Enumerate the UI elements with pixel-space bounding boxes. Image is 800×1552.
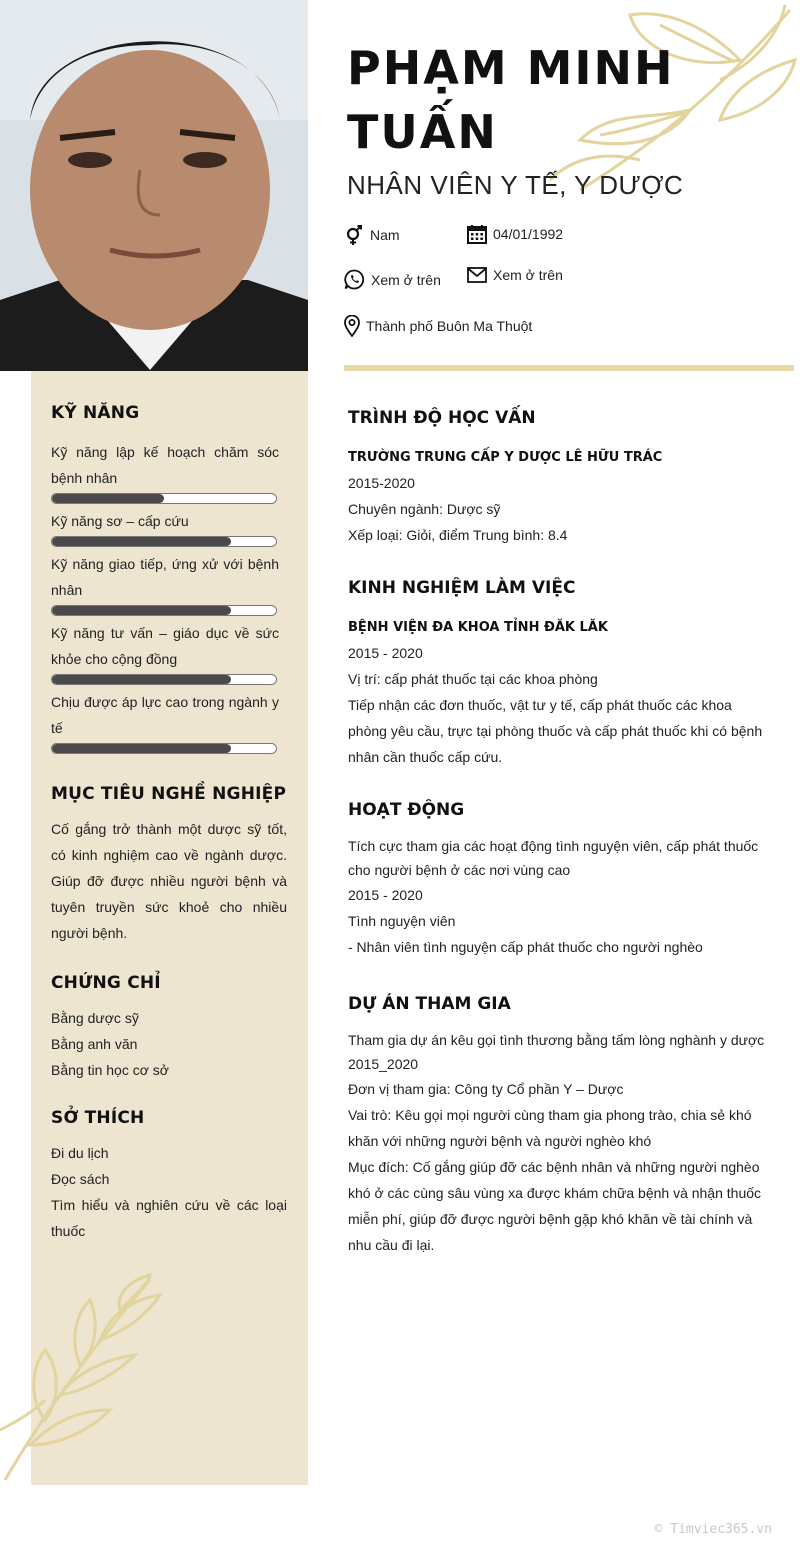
education-grade: Xếp loại: Giỏi, điểm Trung bình: 8.4 [348, 527, 568, 543]
skills-section [51, 403, 279, 758]
skill-label: Kỹ năng tư vấn – giáo dục về sức khỏe cho cộng đồng [51, 625, 279, 667]
projects-section [348, 994, 773, 1258]
name-line-1: PHẠM MINH [347, 41, 675, 95]
hobby-item: Đọc sách [51, 1171, 110, 1187]
mail-icon [467, 267, 487, 283]
education-major: Chuyên ngành: Dược sỹ [348, 501, 501, 517]
job-title: NHÂN VIÊN Y TẾ, Y DƯỢC [347, 170, 684, 200]
project-role: Vai trò: Kêu gọi mọi người cùng tham gia phong trào, chia sẻ khó khăn với những người bệnh và người nghèo khó [348, 1107, 752, 1149]
activities-summary: Tích cực tham gia các hoạt động tình nguyện viên, cấp phát thuốc cho người bệnh ở các nơi vùng cao [348, 838, 759, 878]
header-divider [344, 365, 794, 371]
leaf-decoration-icon [0, 1270, 170, 1485]
certificates-section [51, 973, 287, 1083]
skill-item [51, 689, 279, 754]
name-line-2: TUẤN [347, 105, 498, 159]
gender-info [344, 224, 400, 246]
whatsapp-icon [344, 269, 365, 290]
certificates-heading: CHỨNG CHỈ [51, 973, 161, 993]
email-value: Xem ở trên [493, 267, 563, 283]
projects-heading: DỰ ÁN THAM GIA [348, 994, 511, 1014]
education-heading: TRÌNH ĐỘ HỌC VẤN [348, 408, 536, 428]
activities-period: 2015 - 2020 [348, 887, 423, 903]
certificates-list [51, 1005, 287, 1083]
dob-value: 04/01/1992 [493, 226, 564, 242]
education-section [348, 408, 773, 548]
skills-list [51, 439, 279, 754]
skill-level-bar [51, 493, 277, 504]
calendar-icon [467, 224, 487, 244]
company-name: BỆNH VIỆN ĐA KHOA TỈNH ĐĂK LĂK [348, 620, 608, 635]
project-title: Tham gia dự án kêu gọi tình thương bằng tấm lòng nghành y dược [348, 1032, 765, 1048]
objective-section [51, 784, 287, 946]
experience-description: Tiếp nhận các đơn thuốc, vật tư y tế, cấp phát thuốc các khoa phòng yêu cầu, trực tại phòng thuốc và cấp phát thuốc khi có bệnh nhân cần thuốc cấp cứu. [348, 697, 763, 765]
skill-item [51, 439, 279, 504]
activities-role: Tình nguyện viên [348, 913, 456, 929]
skill-label: Kỹ năng lập kế hoạch chăm sóc bệnh nhân [51, 444, 279, 486]
education-period: 2015-2020 [348, 475, 415, 491]
address-value: Thành phố Buôn Ma Thuột [366, 318, 533, 334]
hobby-item: Đi du lịch [51, 1145, 109, 1161]
skill-label: Kỹ năng sơ – cấp cứu [51, 513, 189, 529]
project-org: Đơn vị tham gia: Công ty Cổ phần Y – Dược [348, 1081, 624, 1097]
experience-section [348, 578, 773, 770]
footer-watermark: © Timviec365.vn [654, 1522, 772, 1537]
gender-value: Nam [370, 227, 400, 243]
project-purpose: Mục đích: Cố gắng giúp đỡ các bệnh nhân và những người nghèo khó ở các cùng sâu vùng xa được khám chữa bệnh và nhận thuốc miễn phí, giúp đỡ được người bệnh gặp khó khăn về tài chính và nhu cầu đi lại. [348, 1159, 762, 1253]
experience-heading: KINH NGHIỆM LÀM VIỆC [348, 578, 576, 598]
skill-item [51, 620, 279, 685]
address-info [344, 315, 532, 337]
gender-icon [344, 224, 364, 246]
skill-label: Kỹ năng giao tiếp, ứng xử với bệnh nhân [51, 556, 279, 598]
hobbies-section [51, 1108, 287, 1244]
skill-level-fill [52, 744, 231, 753]
skill-level-fill [52, 537, 231, 546]
phone-value: Xem ở trên [371, 271, 441, 288]
objective-text: Cố gắng trở thành một dược sỹ tốt, có kinh nghiệm cao về ngành dược. Giúp đỡ được nhiều người bệnh và tuyên truyền sức khoẻ cho nhiều người bệnh. [51, 821, 287, 941]
skill-level-bar [51, 605, 277, 616]
skill-level-fill [52, 494, 164, 503]
project-period: 2015_2020 [348, 1056, 419, 1072]
avatar-icon [0, 0, 308, 371]
skill-level-bar [51, 743, 277, 754]
skill-level-fill [52, 675, 231, 684]
hobbies-heading: SỞ THÍCH [51, 1108, 145, 1128]
location-pin-icon [344, 315, 360, 337]
experience-position: Vị trí: cấp phát thuốc tại các khoa phòng [348, 671, 598, 687]
activities-section [348, 800, 773, 960]
skill-level-bar [51, 674, 277, 685]
skill-item [51, 508, 279, 547]
school-name: TRƯỜNG TRUNG CẤP Y DƯỢC LÊ HỮU TRÁC [348, 450, 663, 465]
skill-item [51, 551, 279, 616]
certificate-item: Bằng tin học cơ sở [51, 1062, 169, 1078]
phone-info [344, 269, 441, 290]
dob-info [467, 224, 563, 244]
skill-label: Chịu được áp lực cao trong ngành y tế [51, 694, 279, 736]
full-name [347, 36, 767, 164]
certificate-item: Bằng anh văn [51, 1036, 138, 1052]
hobby-item: Tìm hiểu và nghiên cứu về các loại thuốc [51, 1197, 287, 1239]
experience-period: 2015 - 2020 [348, 645, 423, 661]
activities-heading: HOẠT ĐỘNG [348, 800, 465, 820]
email-info [467, 267, 563, 283]
activities-detail: - Nhân viên tình nguyện cấp phát thuốc cho người nghèo [348, 939, 703, 955]
profile-photo [0, 0, 308, 371]
skill-level-bar [51, 536, 277, 547]
certificate-item: Bằng dược sỹ [51, 1010, 139, 1026]
objective-heading: MỤC TIÊU NGHỀ NGHIỆP [51, 784, 287, 804]
hobbies-list [51, 1140, 287, 1244]
skill-level-fill [52, 606, 231, 615]
skills-heading: KỸ NĂNG [51, 403, 140, 423]
